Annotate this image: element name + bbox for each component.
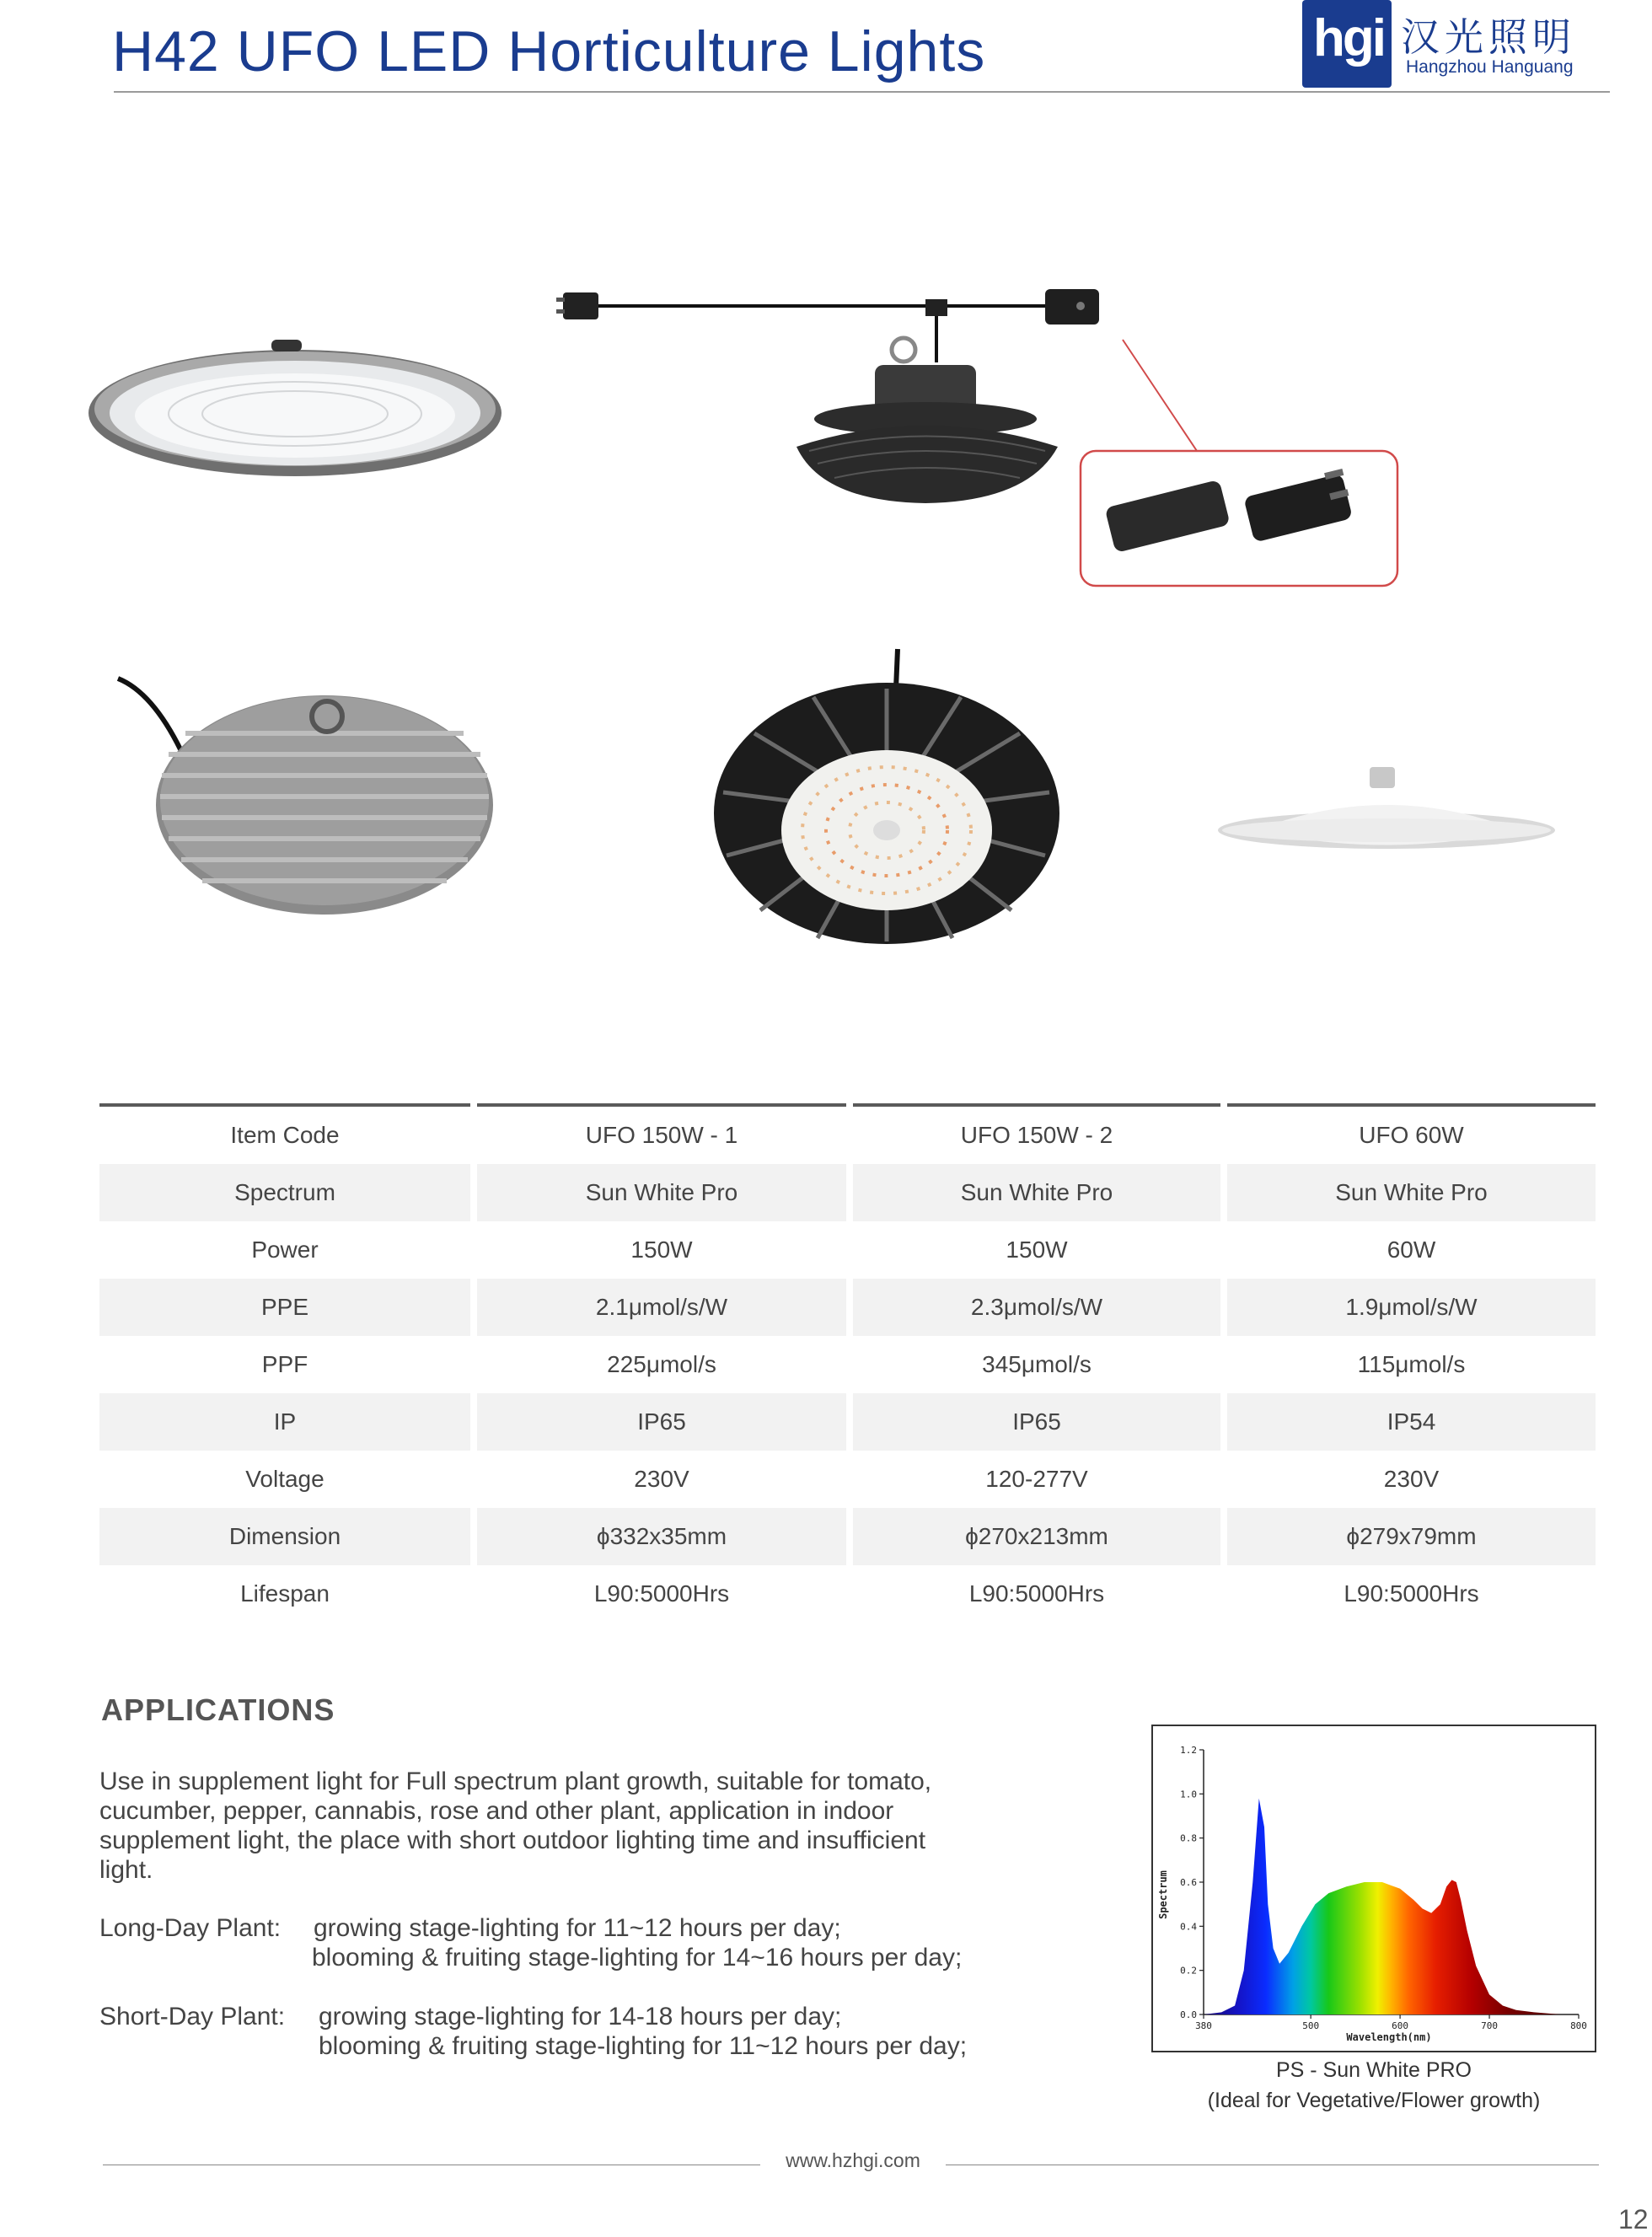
y-tick-label: 0.2 <box>1180 1965 1197 1977</box>
table-cell: L90:5000Hrs <box>1344 1580 1479 1607</box>
table-cell: Sun White Pro <box>853 1164 1220 1221</box>
product-photo-back-heatsink <box>110 670 497 923</box>
x-tick-label: 500 <box>1302 2020 1320 2031</box>
long-day-label: Long-Day Plant: <box>99 1914 282 1942</box>
applications-text-line: light. <box>99 1856 153 1884</box>
row-label: IP <box>99 1393 470 1451</box>
table-cell: L90:5000Hrs <box>968 1580 1105 1607</box>
table-cell: IP54 <box>1227 1393 1596 1451</box>
header-divider <box>114 91 1610 93</box>
table-cell: L90:5000Hrs <box>593 1580 730 1607</box>
spectrum-series-area <box>1204 1799 1579 2014</box>
brand-logo-mark: hgi <box>1313 9 1384 67</box>
table-header-cell: UFO 150W - 1 <box>585 1122 738 1148</box>
short-day-label: Short-Day Plant: <box>99 2003 286 2030</box>
table-row <box>99 1393 1596 1451</box>
long-day-line: blooming & fruiting stage-lighting for 14~16 hours per day; <box>312 1944 963 1971</box>
row-label: PPF <box>261 1351 308 1377</box>
table-header-cell: UFO 150W - 2 <box>960 1122 1113 1148</box>
table-header-row <box>99 1107 1596 1164</box>
page-number: 12 <box>1618 2204 1649 2234</box>
table-cell: IP65 <box>853 1393 1220 1451</box>
table-cell: 120-277V <box>985 1466 1088 1492</box>
table-cell: 60W <box>1386 1237 1436 1263</box>
table-cell: 150W <box>1006 1237 1068 1263</box>
table-cell: 2.3μmol/s/W <box>853 1279 1220 1336</box>
x-tick-label: 700 <box>1481 2020 1498 2031</box>
table-row <box>99 1451 1596 1508</box>
y-tick-label: 1.2 <box>1180 1745 1197 1756</box>
table-cell: Sun White Pro <box>1227 1164 1596 1221</box>
y-tick-label: 0.4 <box>1180 1921 1197 1933</box>
y-tick-label: 0.0 <box>1180 2009 1197 2020</box>
table-row <box>99 1565 1596 1623</box>
product-photo-pendant-ufo <box>556 274 1146 518</box>
table-header-cell: Item Code <box>230 1122 340 1148</box>
spectrum-chart <box>1151 1725 1596 2052</box>
table-cell: 1.9μmol/s/W <box>1227 1279 1596 1336</box>
applications-text-line: Use in supplement light for Full spectrum plant growth, suitable for tomato, <box>99 1768 932 1795</box>
chart-caption-subtitle: (Ideal for Vegetative/Flower growth) <box>1207 2089 1541 2112</box>
product-photo-flat-ufo <box>84 333 506 480</box>
chart-caption-title: PS - Sun White PRO <box>1275 2058 1472 2082</box>
y-tick-label: 1.0 <box>1180 1789 1197 1800</box>
row-label: Lifespan <box>240 1580 330 1607</box>
row-label: Voltage <box>245 1466 324 1492</box>
table-row <box>99 1221 1596 1279</box>
short-day-line: blooming & fruiting stage-lighting for 11~12 hours per day; <box>319 2032 968 2060</box>
product-photo-white-dome <box>1214 763 1559 872</box>
long-day-line: growing stage-lighting for 11~12 hours per day; <box>314 1914 841 1942</box>
table-row <box>99 1508 1596 1565</box>
x-tick-label: 600 <box>1392 2020 1409 2031</box>
applications-text-line: cucumber, pepper, cannabis, rose and other plant, application in indoor <box>99 1797 894 1825</box>
brand-name-chinese: 汉光照明 <box>1401 15 1576 59</box>
table-cell: 230V <box>1383 1466 1440 1492</box>
table-cell: 150W <box>630 1237 693 1263</box>
footer-website[interactable]: www.hzhgi.com <box>786 2149 920 2171</box>
table-cell: 225μmol/s <box>607 1351 716 1377</box>
spectrum-chart-svg <box>1153 1726 1595 2051</box>
row-label: Power <box>251 1237 319 1263</box>
table-header-cell: UFO 60W <box>1359 1122 1464 1148</box>
y-tick-label: 0.8 <box>1180 1832 1197 1844</box>
table-cell: IP65 <box>477 1393 846 1451</box>
plug-detail-callout <box>1079 333 1416 590</box>
row-label: Dimension <box>99 1508 470 1565</box>
table-cell: ϕ332x35mm <box>477 1508 846 1565</box>
short-day-line: growing stage-lighting for 14-18 hours per day; <box>319 2003 842 2030</box>
x-tick-label: 380 <box>1195 2020 1212 2031</box>
product-photo-front-leds <box>708 645 1070 948</box>
x-tick-label: 800 <box>1570 2020 1587 2031</box>
y-tick-label: 0.6 <box>1180 1877 1197 1888</box>
table-cell: ϕ279x79mm <box>1227 1508 1596 1565</box>
table-row <box>99 1279 1596 1336</box>
applications-text-line: supplement light, the place with short outdoor lighting time and insufficient <box>99 1827 926 1854</box>
table-cell: 230V <box>634 1466 689 1492</box>
table-cell: 115μmol/s <box>1357 1351 1466 1377</box>
table-row <box>99 1164 1596 1221</box>
row-label: Spectrum <box>99 1164 470 1221</box>
x-axis-label: Wavelength(nm) <box>1346 2031 1432 2043</box>
page-title: H42 UFO LED Horticulture Lights <box>112 19 986 83</box>
y-axis-label: Spectrum <box>1157 1870 1169 1919</box>
row-label: PPE <box>99 1279 470 1336</box>
brand-name-english: Hangzhou Hanguang <box>1406 57 1574 77</box>
table-row <box>99 1336 1596 1393</box>
table-cell: ϕ270x213mm <box>853 1508 1220 1565</box>
table-cell: 345μmol/s <box>982 1351 1092 1377</box>
table-cell: Sun White Pro <box>477 1164 846 1221</box>
table-cell: 2.1μmol/s/W <box>477 1279 846 1336</box>
applications-heading: APPLICATIONS <box>101 1693 335 1727</box>
